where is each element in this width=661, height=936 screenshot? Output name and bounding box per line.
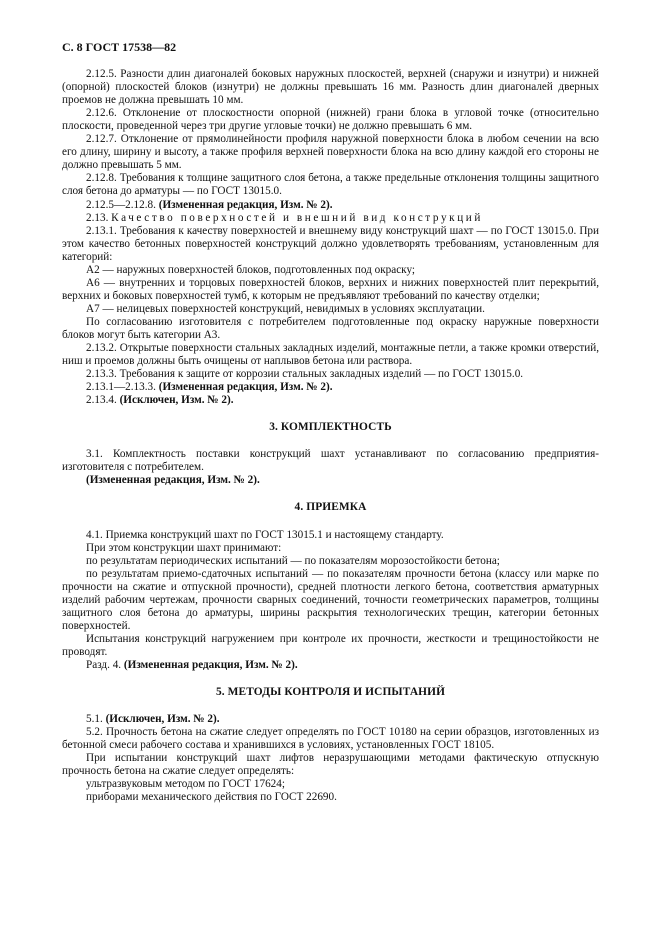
section-heading: 5. МЕТОДЫ КОНТРОЛЯ И ИСПЫТАНИЙ [215,686,446,699]
amendment-text: (Измененная редакция, Изм. № 2). [158,198,333,211]
amendment-note [62,713,599,726]
paragraph: 2.12.5. Разности длин диагоналей боковых наружных плоскостей, верхней (снаружи и изнутри) и нижней (опорной) плоскостей блоков (изнутри) не должны превышать 16 мм. Разность длин диагоналей дверных проемов не должна превышать 10 мм. [62,68,599,107]
paragraph: Испытания конструкций нагружением при контроле их прочности, жесткости и трещиностойкости не проводят. [62,632,599,658]
paragraph: ультразвуковым методом по ГОСТ 17624; [86,778,285,791]
paragraph: 2.12.8. Требования к толщине защитного слоя бетона, а также предельные отклонения толщины защитного слоя бетона до арматуры — по ГОСТ 13015.0. [62,172,599,198]
paragraph: 2.13.3. Требования к защите от коррозии стальных закладных изделий — по ГОСТ 13015.0. [86,368,524,381]
subsection-title [62,212,599,225]
paragraph: При этом конструкции шахт принимают: [86,541,282,554]
paragraph: по результатам периодических испытаний — по показателям морозостойкости бетона; [86,554,500,567]
page-header: С. 8 ГОСТ 17538—82 [62,40,177,54]
clause-number: 2.13. [86,211,112,224]
amendment-note [62,394,599,407]
clause-number: 2.13.1—2.13.3. [86,381,159,394]
amendment-text: (Измененная редакция, Изм. № 2). [86,474,260,487]
amendment-text: (Измененная редакция, Изм. № 2). [123,658,298,671]
paragraph: А6 — внутренних и торцовых поверхностей блоков, верхних и нижних поверхностей плит перекрытий, верхних и боковых поверхностей тумб, к которым не предъявляют требований по качеству отделки; [62,276,599,302]
paragraph: 2.13.2. Открытые поверхности стальных закладных изделий, монтажные петли, а также кромки отверстий, ниш и проемов должны быть очищены от наплывов бетона или раствора. [62,342,599,368]
paragraph: по результатам приемо-сдаточных испытаний — по показателям прочности бетона (классу или марке по прочности на сжатие и отпускной прочности), средней плотности легкого бетона, соответствия арматурных изделий рабочим чертежам, прочности сварных соединений, точности геометрических параметров, толщины защитного слоя бетона до арматуры, ширины раскрытия технологических трещин, категории бетонных поверхностей. [62,567,599,632]
paragraph: 2.13.1. Требования к качеству поверхностей и внешнему виду конструкций шахт — по ГОСТ 13015.0. При этом качество бетонных поверхностей конструкций должно удовлетворять требованиям, установленным для категорий: [62,224,599,263]
amendment-text: (Исключен, Изм. № 2). [105,713,220,726]
paragraph: По согласованию изготовителя с потребителем подготовленные под окраску наружные поверхности блоков могут быть категории А3. [62,315,599,341]
paragraph: 4.1. Приемка конструкций шахт по ГОСТ 13015.1 и настоящему стандарту. [86,528,444,541]
paragraph: 2.12.7. Отклонение от прямолинейности профиля наружной поверхности блока в любом сечении на всю его длину, ширину и высоту, а также профиля верхней поверхности блока на всю длину каждой его стороны не должно превышать 5 мм. [62,133,599,172]
paragraph: приборами механического действия по ГОСТ 22690. [86,791,337,804]
amendment-text: (Измененная редакция, Изм. № 2). [158,381,333,394]
paragraph: А7 — нелицевых поверхностей конструкций, невидимых в условиях эксплуатации. [86,302,485,315]
amendment-note [62,199,599,212]
section-heading: 3. КОМПЛЕКТНОСТЬ [269,421,392,434]
amendment-note [62,381,599,394]
clause-number: 2.13.4. [86,394,120,407]
section-heading: 4. ПРИЕМКА [294,501,367,514]
paragraph: При испытании конструкций шахт лифтов неразрушающими методами фактическую отпускную прочность бетона на сжатие следует определять: [62,752,599,778]
paragraph: 2.12.6. Отклонение от плоскостности опорной (нижней) грани блока в угловой точке (относительно плоскости, проведенной через три другие угловые точки) не должно превышать 6 мм. [62,107,599,133]
document-body [62,68,599,804]
clause-number: Разд. 4. [86,658,124,671]
clause-number: 5.1. [86,713,106,726]
spaced-title: Качество поверхностей и внешний вид конструкций [111,211,483,224]
paragraph: 3.1. Комплектность поставки конструкций шахт устанавливают по согласованию предприятия-изготовителя с потребителем. [62,448,599,474]
amendment-note [62,659,599,672]
paragraph: А2 — наружных поверхностей блоков, подготовленных под окраску; [86,263,416,276]
clause-number: 2.12.5—2.12.8. [86,198,159,211]
amendment-note [62,474,599,487]
amendment-text: (Исключен, Изм. № 2). [119,394,234,407]
paragraph: 5.2. Прочность бетона на сжатие следует определять по ГОСТ 10180 на серии образцов, изготовленных из бетонной смеси рабочего состава и хранившихся в условиях, установленных ГОСТ 18105. [62,726,599,752]
